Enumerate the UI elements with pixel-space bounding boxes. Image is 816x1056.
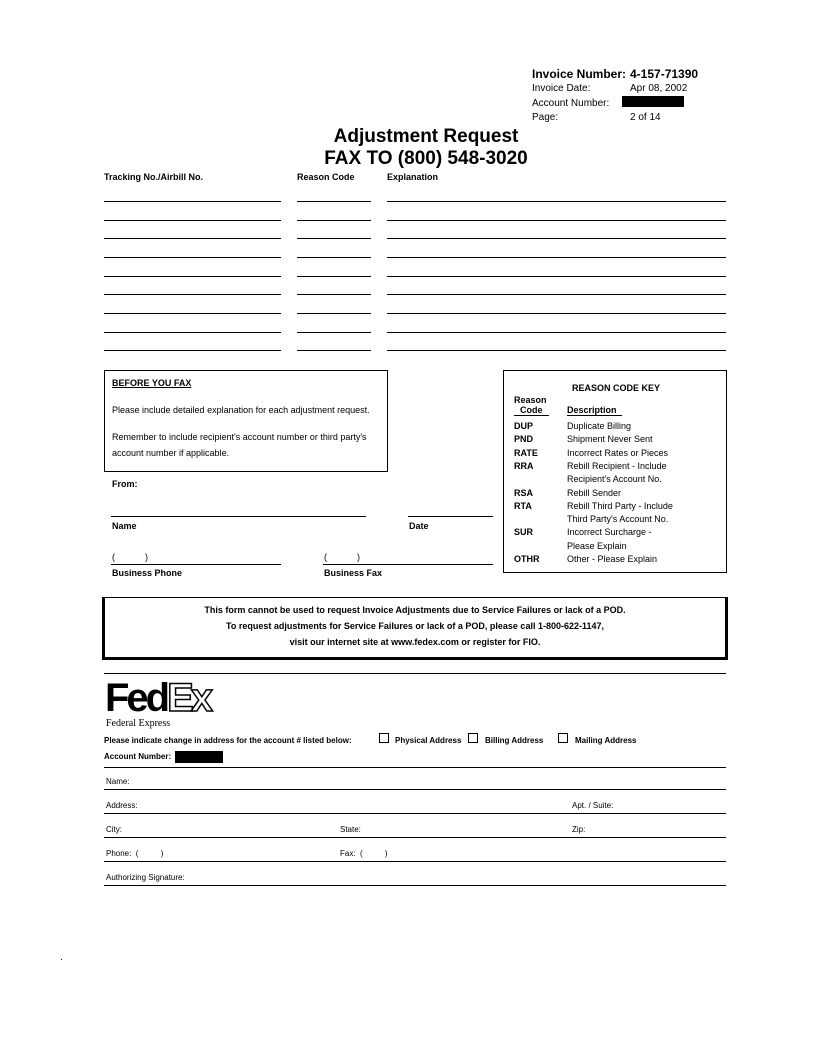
invoice-number-value: 4-157-71390 — [630, 67, 699, 81]
account-number-field-redaction — [175, 751, 223, 763]
reason-column-header: Reason Code — [297, 172, 355, 182]
tracking-entry-line[interactable] — [104, 276, 281, 277]
explanation-entry-line[interactable] — [387, 294, 726, 295]
before-you-fax-heading: BEFORE YOU FAX — [112, 378, 192, 388]
reason-code-header-1: Reason — [514, 395, 547, 405]
before-you-fax-line1: Please include detailed explanation for each adjustment request. — [112, 405, 370, 415]
tracking-entry-line[interactable] — [104, 350, 281, 351]
account-number-label: Account Number: — [532, 98, 610, 109]
zip-field-label: Zip: — [572, 825, 586, 834]
name-field-label: Name: — [106, 777, 130, 786]
notice-line1: This form cannot be used to request Invoice Adjustments due to Service Failures or lack of a POD. — [204, 605, 626, 615]
name-label: Name — [112, 521, 137, 531]
tracking-entry-line[interactable] — [104, 294, 281, 295]
reason-code: RTA — [514, 500, 532, 511]
fax-paren: ( ) — [324, 552, 360, 562]
state-field-label: State: — [340, 825, 361, 834]
phone-field-label: Phone: ( ) — [106, 849, 164, 858]
business-phone-label: Business Phone — [112, 568, 183, 578]
explanation-entry-line[interactable] — [387, 257, 726, 258]
page-label: Page: — [532, 112, 559, 123]
fax-number-title: FAX TO (800) 548-3020 — [324, 148, 528, 169]
section-divider — [104, 673, 726, 674]
explanation-entry-line[interactable] — [387, 220, 726, 221]
logo-subtitle: Federal Express — [106, 718, 171, 729]
footer-mark: . — [60, 952, 63, 963]
tracking-entry-line[interactable] — [104, 257, 281, 258]
reason-entry-line[interactable] — [297, 220, 371, 221]
date-label: Date — [409, 521, 429, 531]
reason-entry-line[interactable] — [297, 313, 371, 314]
logo-fed-text: Fed — [105, 676, 168, 720]
reason-entry-line[interactable] — [297, 332, 371, 333]
page-title: Adjustment Request — [333, 126, 519, 147]
physical-address-label: Physical Address — [395, 736, 462, 745]
reason-entry-line[interactable] — [297, 238, 371, 239]
notice-line3: visit our internet site at www.fedex.com or register for FIO. — [289, 637, 541, 647]
explanation-entry-line[interactable] — [387, 313, 726, 314]
account-divider — [104, 767, 726, 768]
reason-code: DUP — [514, 421, 534, 431]
reason-code-key-title: REASON CODE KEY — [572, 383, 661, 393]
reason-description: Please Explain — [567, 540, 627, 551]
description-header-underline — [567, 415, 622, 416]
reason-code: RSA — [514, 487, 534, 498]
logo-ex-text: Ex — [167, 676, 211, 720]
account-number-field-label: Account Number: — [104, 752, 172, 761]
billing-address-label: Billing Address — [485, 736, 544, 745]
phone-field-line[interactable] — [104, 861, 726, 862]
name-line[interactable] — [111, 516, 366, 517]
explanation-entry-line[interactable] — [387, 350, 726, 351]
page-value: 2 of 14 — [630, 112, 661, 123]
tracking-entry-line[interactable] — [104, 313, 281, 314]
before-you-fax-line2: Remember to include recipient's account number or third party's — [112, 432, 367, 442]
reason-description: Rebill Third Party - Include — [567, 500, 673, 511]
city-field-label: City: — [106, 825, 122, 834]
reason-description: Other - Please Explain — [567, 554, 658, 564]
reason-description: Third Party's Account No. — [567, 514, 669, 525]
explanation-entry-line[interactable] — [387, 332, 726, 333]
date-line[interactable] — [408, 516, 493, 517]
reason-entry-line[interactable] — [297, 257, 371, 258]
reason-entry-line[interactable] — [297, 294, 371, 295]
fedex-logo — [105, 678, 210, 718]
reason-code-header-2: Code — [520, 405, 543, 415]
explanation-entry-line[interactable] — [387, 201, 726, 202]
reason-entry-line[interactable] — [297, 201, 371, 202]
reason-entry-line[interactable] — [297, 276, 371, 277]
description-header: Description — [567, 405, 617, 415]
invoice-date-label: Invoice Date: — [532, 83, 591, 94]
notice-line2: To request adjustments for Service Failures or lack of a POD, please call 1-800-622-1147, — [226, 621, 604, 631]
reason-code: OTHR — [514, 554, 540, 564]
address-change-prompt: Please indicate change in address for the account # listed below: — [104, 736, 352, 745]
reason-code: RRA — [514, 460, 534, 471]
reason-code: SUR — [514, 527, 534, 538]
explanation-entry-line[interactable] — [387, 276, 726, 277]
city-field-line[interactable] — [104, 837, 726, 838]
invoice-number-label: Invoice Number: — [532, 67, 627, 81]
apt-field-label: Apt. / Suite: — [572, 801, 614, 810]
account-number-redaction — [622, 96, 684, 107]
name-field-line[interactable] — [104, 789, 726, 790]
before-you-fax-line3: account number if applicable. — [112, 448, 230, 458]
physical-address-checkbox[interactable] — [379, 733, 389, 743]
billing-address-checkbox[interactable] — [468, 733, 478, 743]
reason-description: Incorrect Surcharge - — [567, 527, 652, 538]
business-fax-line[interactable] — [323, 564, 493, 565]
reason-code: PND — [514, 434, 534, 445]
reason-description: Incorrect Rates or Pieces — [567, 447, 669, 458]
code-header-underline — [514, 415, 549, 416]
address-field-line[interactable] — [104, 813, 726, 814]
reason-description: Shipment Never Sent — [567, 434, 653, 445]
business-fax-label: Business Fax — [324, 568, 383, 578]
mailing-address-label: Mailing Address — [575, 736, 637, 745]
phone-paren: ( ) — [112, 552, 148, 562]
reason-description: Rebill Sender — [567, 487, 622, 498]
fax-field-label: Fax: ( ) — [340, 849, 388, 858]
reason-description: Duplicate Billing — [567, 421, 632, 431]
signature-field-line[interactable] — [104, 885, 726, 886]
invoice-date-value: Apr 08, 2002 — [630, 83, 688, 94]
tracking-entry-line[interactable] — [104, 201, 281, 202]
reason-entry-line[interactable] — [297, 350, 371, 351]
reason-description: Rebill Recipient - Include — [567, 460, 667, 471]
reason-description: Recipient's Account No. — [567, 474, 662, 485]
tracking-column-header: Tracking No./Airbill No. — [104, 172, 204, 182]
tracking-entry-line[interactable] — [104, 332, 281, 333]
signature-field-label: Authorizing Signature: — [106, 873, 185, 882]
tracking-entry-line[interactable] — [104, 220, 281, 221]
address-field-label: Address: — [106, 801, 138, 810]
business-phone-line[interactable] — [111, 564, 281, 565]
tracking-entry-line[interactable] — [104, 238, 281, 239]
explanation-column-header: Explanation — [387, 172, 439, 182]
from-label: From: — [112, 479, 138, 489]
explanation-entry-line[interactable] — [387, 238, 726, 239]
mailing-address-checkbox[interactable] — [558, 733, 568, 743]
reason-code: RATE — [514, 447, 538, 458]
